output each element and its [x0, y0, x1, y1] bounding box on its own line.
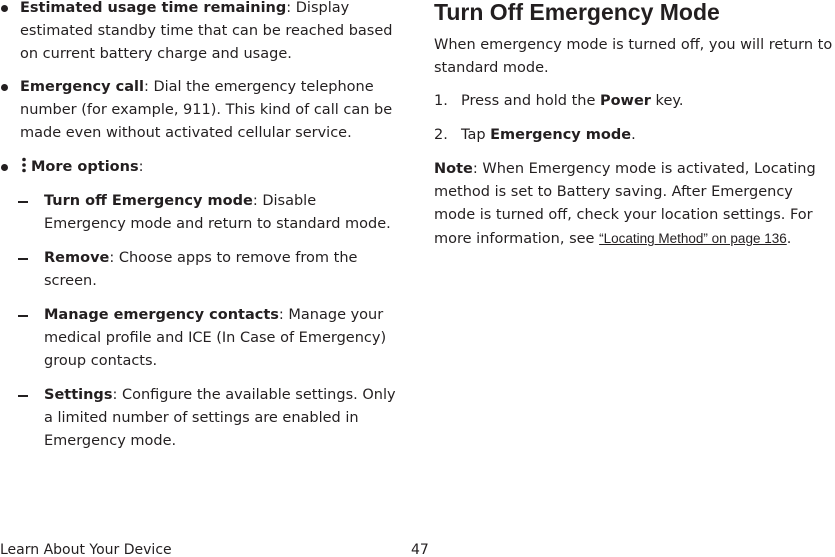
dash-marker — [18, 315, 28, 317]
sub-item-label: Remove — [44, 250, 110, 266]
bullet-dot — [1, 164, 8, 171]
note-end: . — [786, 231, 792, 247]
bullet-label: Emergency call — [20, 79, 144, 95]
bullet-more-options — [0, 156, 402, 179]
dash-marker — [18, 201, 28, 203]
sub-item-turn-off — [18, 190, 402, 236]
step-number: 2. — [434, 127, 448, 143]
intro-paragraph: When emergency mode is turned off, you will return to standard mode. — [434, 37, 833, 76]
note-paragraph — [434, 158, 835, 251]
bullet-label: Estimated usage time remaining — [20, 0, 287, 16]
sub-item-label: Manage emergency contacts — [44, 307, 279, 323]
step-text-end: . — [631, 127, 636, 143]
step-bold: Emergency mode — [490, 127, 632, 143]
sub-item-label: Settings — [44, 387, 113, 403]
sub-item-text: : Disable Emergency mode and return to standard mode. — [44, 193, 391, 232]
page-number: 47 — [411, 542, 429, 557]
bullet-label: More options — [31, 159, 139, 175]
dash-marker — [18, 395, 28, 397]
step-number: 1. — [434, 93, 448, 109]
bullet-dot — [1, 5, 8, 12]
sub-item-label: Turn off Emergency mode — [44, 193, 253, 209]
sub-item-settings — [18, 384, 402, 453]
bullet-text: : Dial the emergency telephone number (for example, 911). This kind of call can be made even without activated cellular service. — [20, 79, 393, 141]
bullet-text: : Display estimated standby time that can be reached based on current battery charge and usage. — [20, 0, 393, 62]
bullet-text: : — [138, 159, 144, 175]
bullet-estimated-usage — [0, 0, 402, 66]
sub-item-text: : Manage your medical profile and ICE (In Case of Emergency) group contacts. — [44, 307, 387, 369]
sub-item-text: : Configure the available settings. Only a limited number of settings are enabled in Emergency mode. — [44, 387, 396, 449]
locating-method-link[interactable]: “Locating Method” on page 136 — [599, 231, 787, 246]
step-bold: Power — [599, 93, 651, 109]
dash-marker — [18, 258, 28, 260]
note-text: : When Emergency mode is activated, Locating method is set to Battery saving. After Emergency mode is turned off, check your location settings. For more information, see — [434, 161, 816, 247]
bullet-dot — [1, 84, 8, 91]
bullet-emergency-call — [0, 76, 402, 145]
step-text: Press and hold the — [461, 93, 600, 109]
step-text: Tap — [461, 127, 491, 143]
sub-item-text: : Choose apps to remove from the screen. — [44, 250, 358, 289]
sub-item-manage-contacts — [18, 304, 402, 373]
note-label: Note — [434, 161, 473, 177]
sub-item-remove — [18, 247, 402, 293]
more-options-icon — [20, 157, 28, 173]
step-text-end: key. — [650, 93, 684, 109]
section-heading: Turn Off Emergency Mode — [434, 0, 720, 25]
step-1 — [434, 90, 835, 113]
footer-section-title: Learn About Your Device — [0, 542, 172, 557]
step-2 — [434, 124, 835, 147]
